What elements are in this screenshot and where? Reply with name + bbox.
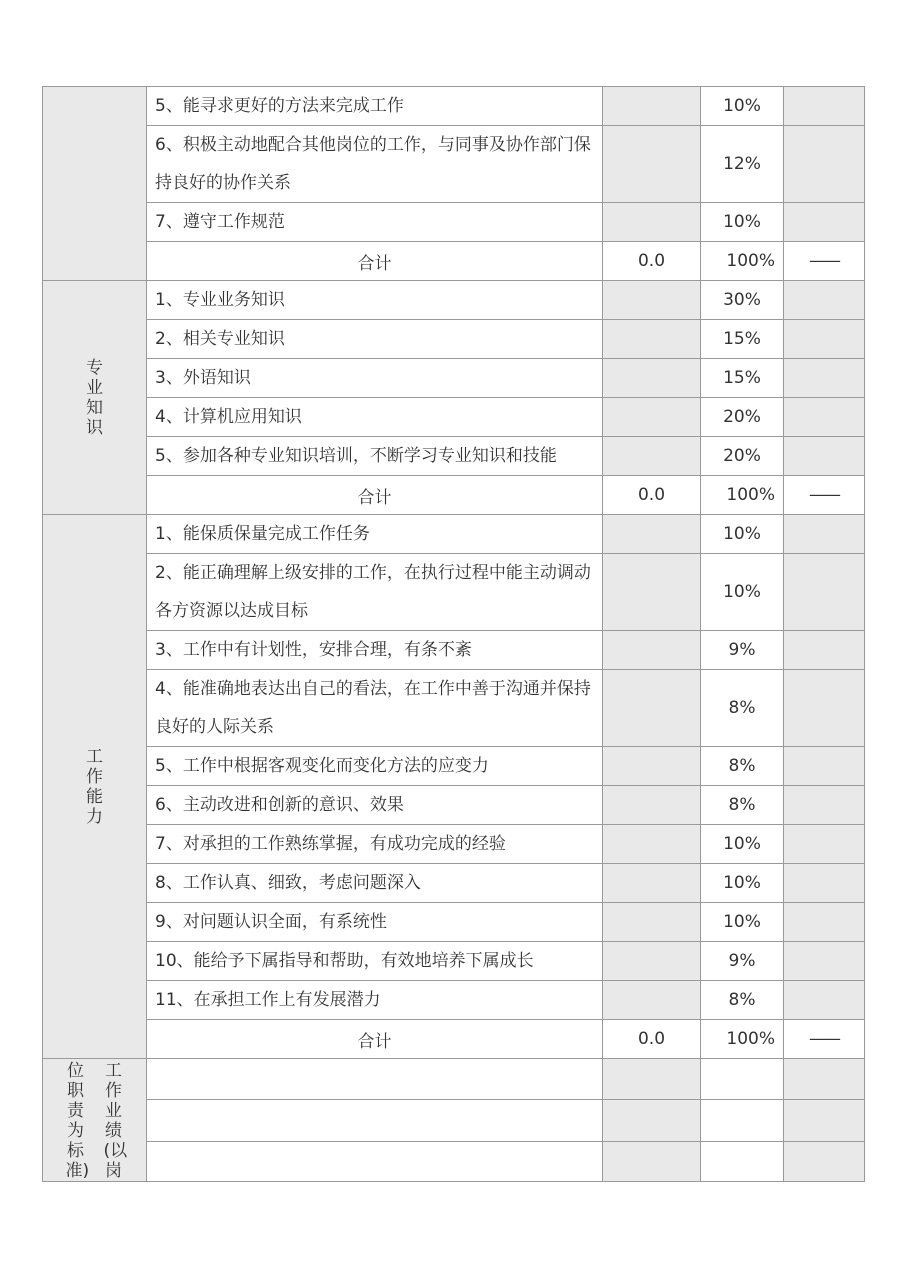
table-row	[43, 670, 865, 747]
table-row	[43, 359, 865, 398]
category-cell-performance	[43, 1059, 147, 1182]
total-row	[43, 476, 865, 515]
item-text-empty[interactable]	[147, 1100, 603, 1141]
evaluation-table	[42, 86, 865, 1182]
item-text: 5、能寻求更好的方法来完成工作	[147, 87, 603, 126]
note-cell[interactable]	[784, 87, 865, 126]
weight-cell: 9%	[701, 942, 784, 981]
category-label-col2: 位职责为标准)	[65, 1061, 90, 1181]
item-text: 6、积极主动地配合其他岗位的工作，与同事及协作部门保持良好的协作关系	[147, 126, 603, 203]
score-cell[interactable]	[603, 87, 701, 126]
weight-cell: 30%	[701, 281, 784, 320]
note-cell[interactable]	[784, 126, 865, 203]
note-cell[interactable]	[784, 398, 865, 437]
total-label: 合计	[147, 476, 603, 515]
table-row	[43, 864, 865, 903]
category-label-col1: 工作业绩(以岗	[103, 1061, 128, 1181]
total-weight: 100%	[701, 476, 784, 515]
table-row	[43, 554, 865, 631]
score-cell[interactable]	[603, 515, 701, 554]
weight-cell: 12%	[701, 126, 784, 203]
weight-cell: 20%	[701, 398, 784, 437]
score-cell[interactable]	[603, 126, 701, 203]
item-text: 4、计算机应用知识	[147, 398, 603, 437]
item-text: 5、工作中根据客观变化而变化方法的应变力	[147, 747, 603, 786]
total-note	[784, 1020, 865, 1059]
dash-mark: ——	[809, 1029, 839, 1049]
category-label: 专业知识	[86, 357, 103, 438]
table-row	[43, 203, 865, 242]
weight-cell: 10%	[701, 515, 784, 554]
item-text-empty[interactable]	[147, 1141, 603, 1181]
note-cell[interactable]	[784, 359, 865, 398]
note-cell[interactable]	[784, 825, 865, 864]
score-cell[interactable]	[603, 437, 701, 476]
item-text: 8、工作认真、细致，考虑问题深入	[147, 864, 603, 903]
item-text: 2、相关专业知识	[147, 320, 603, 359]
weight-cell[interactable]	[701, 1100, 784, 1141]
dash-mark: ——	[809, 485, 839, 505]
item-text-empty[interactable]	[147, 1059, 603, 1100]
score-cell[interactable]	[603, 981, 701, 1020]
score-cell[interactable]	[603, 825, 701, 864]
weight-cell: 8%	[701, 670, 784, 747]
table-row	[43, 281, 865, 320]
score-cell[interactable]	[603, 1059, 701, 1100]
table-row	[43, 981, 865, 1020]
item-text: 5、参加各种专业知识培训，不断学习专业知识和技能	[147, 437, 603, 476]
note-cell[interactable]	[784, 554, 865, 631]
table-row	[43, 398, 865, 437]
item-text: 2、能正确理解上级安排的工作，在执行过程中能主动调动各方资源以达成目标	[147, 554, 603, 631]
score-cell[interactable]	[603, 554, 701, 631]
table-row	[43, 126, 865, 203]
weight-cell: 10%	[701, 903, 784, 942]
note-cell[interactable]	[784, 1059, 865, 1100]
table-row	[43, 1141, 865, 1181]
total-note	[784, 476, 865, 515]
note-cell[interactable]	[784, 203, 865, 242]
score-cell[interactable]	[603, 864, 701, 903]
weight-cell: 10%	[701, 554, 784, 631]
score-cell[interactable]	[603, 281, 701, 320]
note-cell[interactable]	[784, 670, 865, 747]
note-cell[interactable]	[784, 864, 865, 903]
total-label: 合计	[147, 1020, 603, 1059]
note-cell[interactable]	[784, 942, 865, 981]
item-text: 3、工作中有计划性，安排合理，有条不紊	[147, 631, 603, 670]
category-cell-knowledge	[43, 281, 147, 515]
table-row	[43, 1100, 865, 1141]
note-cell[interactable]	[784, 786, 865, 825]
note-cell[interactable]	[784, 1100, 865, 1141]
table-row	[43, 515, 865, 554]
note-cell[interactable]	[784, 437, 865, 476]
score-cell[interactable]	[603, 1100, 701, 1141]
weight-cell: 8%	[701, 747, 784, 786]
weight-cell: 10%	[701, 825, 784, 864]
total-weight: 100%	[701, 242, 784, 281]
table-row	[43, 825, 865, 864]
item-text: 9、对问题认识全面，有系统性	[147, 903, 603, 942]
note-cell[interactable]	[784, 631, 865, 670]
weight-cell: 10%	[701, 87, 784, 126]
total-score: 0.0	[603, 1020, 701, 1059]
item-text: 7、遵守工作规范	[147, 203, 603, 242]
category-label-wrap	[43, 1059, 146, 1181]
note-cell[interactable]	[784, 1141, 865, 1181]
table-row	[43, 87, 865, 126]
item-text: 3、外语知识	[147, 359, 603, 398]
item-text: 11、在承担工作上有发展潜力	[147, 981, 603, 1020]
score-cell[interactable]	[603, 398, 701, 437]
total-row	[43, 1020, 865, 1059]
score-cell[interactable]	[603, 359, 701, 398]
weight-cell[interactable]	[701, 1141, 784, 1181]
table-row	[43, 631, 865, 670]
item-text: 6、主动改进和创新的意识、效果	[147, 786, 603, 825]
table-row	[43, 320, 865, 359]
note-cell[interactable]	[784, 281, 865, 320]
item-text: 4、能准确地表达出自己的看法，在工作中善于沟通并保持良好的人际关系	[147, 670, 603, 747]
total-label: 合计	[147, 242, 603, 281]
total-score: 0.0	[603, 476, 701, 515]
category-cell-continued	[43, 87, 147, 281]
table-row	[43, 903, 865, 942]
weight-cell: 8%	[701, 981, 784, 1020]
table-row	[43, 747, 865, 786]
total-score: 0.0	[603, 242, 701, 281]
score-cell[interactable]	[603, 670, 701, 747]
weight-cell: 10%	[701, 203, 784, 242]
note-cell[interactable]	[784, 747, 865, 786]
score-cell[interactable]	[603, 631, 701, 670]
weight-cell: 8%	[701, 786, 784, 825]
table-row	[43, 1059, 865, 1100]
note-cell[interactable]	[784, 903, 865, 942]
category-cell-ability	[43, 515, 147, 1059]
total-weight: 100%	[701, 1020, 784, 1059]
note-cell[interactable]	[784, 320, 865, 359]
weight-cell: 20%	[701, 437, 784, 476]
total-note	[784, 242, 865, 281]
score-cell[interactable]	[603, 903, 701, 942]
weight-cell: 15%	[701, 359, 784, 398]
score-cell[interactable]	[603, 747, 701, 786]
item-text: 10、能给予下属指导和帮助，有效地培养下属成长	[147, 942, 603, 981]
score-cell[interactable]	[603, 1141, 701, 1181]
score-cell[interactable]	[603, 786, 701, 825]
item-text: 1、能保质保量完成工作任务	[147, 515, 603, 554]
score-cell[interactable]	[603, 320, 701, 359]
total-row	[43, 242, 865, 281]
weight-cell: 10%	[701, 864, 784, 903]
score-cell[interactable]	[603, 942, 701, 981]
item-text: 7、对承担的工作熟练掌握，有成功完成的经验	[147, 825, 603, 864]
score-cell[interactable]	[603, 203, 701, 242]
dash-mark: ——	[809, 251, 839, 271]
item-text: 1、专业业务知识	[147, 281, 603, 320]
weight-cell[interactable]	[701, 1059, 784, 1100]
table-row	[43, 786, 865, 825]
table-row	[43, 942, 865, 981]
note-cell[interactable]	[784, 515, 865, 554]
weight-cell: 15%	[701, 320, 784, 359]
category-label: 工作能力	[86, 746, 103, 827]
table-row	[43, 437, 865, 476]
note-cell[interactable]	[784, 981, 865, 1020]
weight-cell: 9%	[701, 631, 784, 670]
